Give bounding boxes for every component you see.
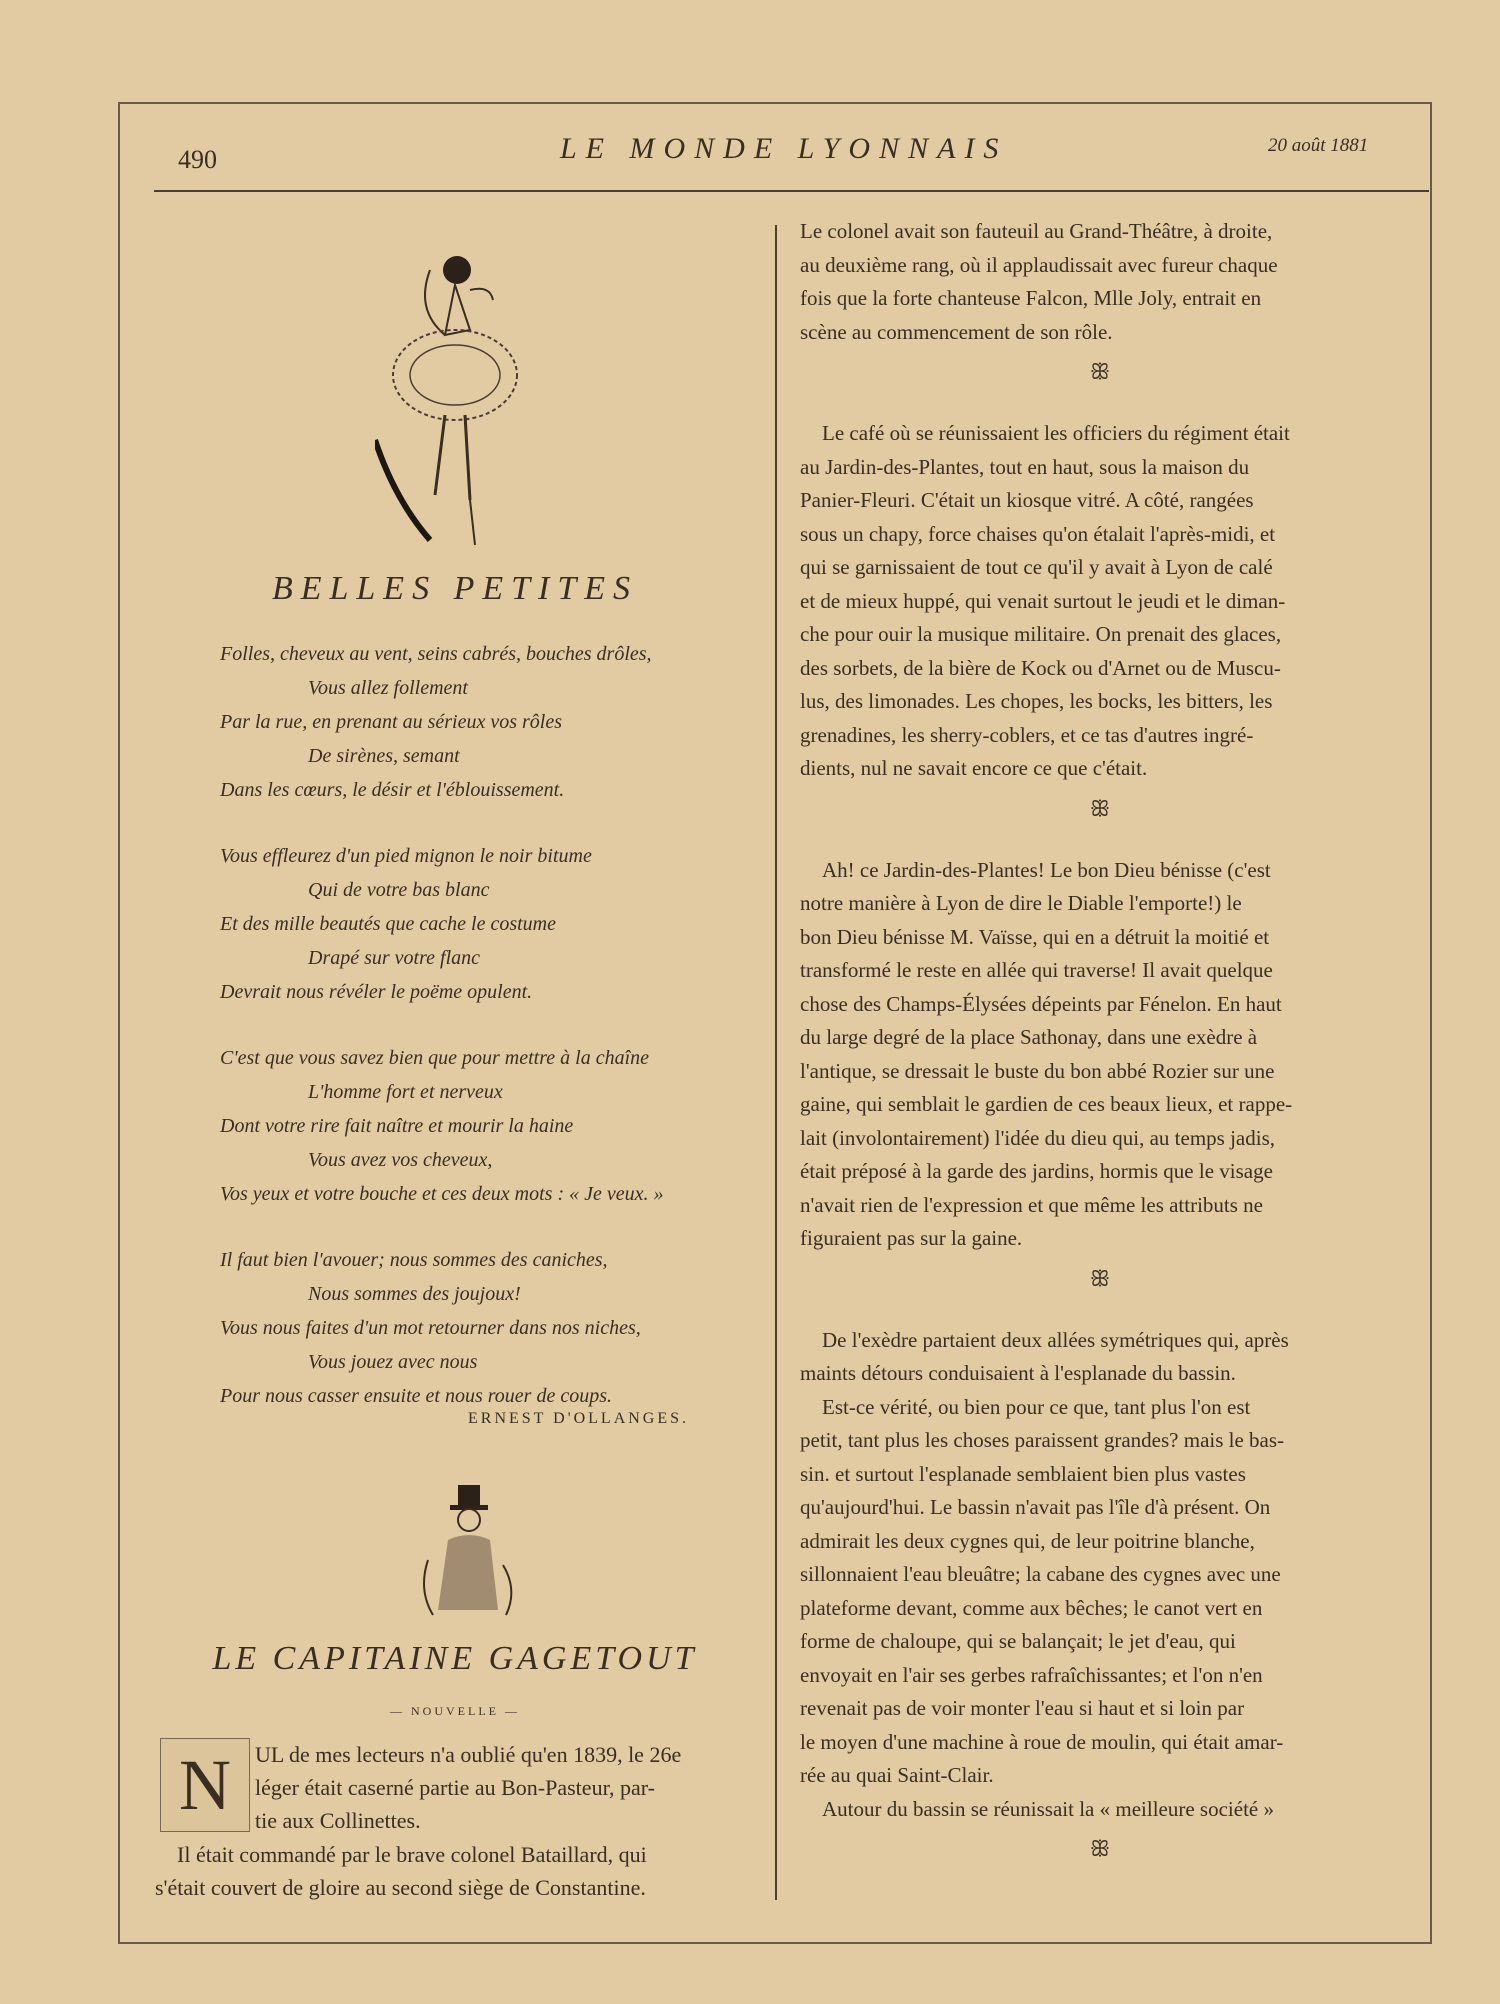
page-number: 490	[178, 145, 217, 174]
text-line: Le café où se réunissaient les officiers du régiment était	[822, 421, 1290, 445]
text-line: petit, tant plus les choses paraissent grandes? mais le bas-	[800, 1428, 1285, 1452]
verse-line: Vous allez follement	[308, 677, 468, 699]
ornament-divider: ꕥ	[1089, 1265, 1111, 1291]
poem-stanza	[220, 1243, 780, 1413]
poem-stanza	[220, 637, 780, 807]
verse-line: Nous sommes des joujoux!	[308, 1283, 521, 1305]
right-column	[800, 215, 1400, 1872]
verse-line: Par la rue, en prenant au sérieux vos rôles	[220, 711, 562, 733]
poem-body	[220, 637, 780, 1445]
verse-line: Qui de votre bas blanc	[308, 879, 490, 901]
text-line: léger était caserné partie au Bon-Pasteur, par-	[255, 1775, 655, 1800]
text-line: l'antique, se dressait le buste du bon abbé Rozier sur une	[800, 1058, 1275, 1083]
issue-date: 20 août 1881	[1268, 135, 1369, 156]
poem-title: BELLES PETITES	[271, 570, 639, 607]
text-line: était préposé à la garde des jardins, hormis que le visage	[800, 1159, 1273, 1183]
verse-line: C'est que vous savez bien que pour mettre à la chaîne	[220, 1047, 650, 1069]
text-line: lus, des limonades. Les chopes, les bocks, les bitters, les	[800, 689, 1273, 713]
text-line: au Jardin-des-Plantes, tout en haut, sous la maison du	[800, 454, 1250, 479]
text-line: forme de chaloupe, qui se balançait; le jet d'eau, qui	[800, 1629, 1236, 1653]
poem-stanza	[220, 1041, 780, 1211]
text-line: Ah! ce Jardin-des-Plantes! Le bon Dieu bénisse (c'est	[822, 857, 1271, 882]
verse-line: Vous jouez avec nous	[308, 1351, 478, 1373]
journal-title: LE MONDE LYONNAIS	[560, 132, 1008, 165]
text-line: qui se garnissaient de tout ce qu'il y avait à Lyon de calé	[800, 555, 1273, 579]
verse-line: L'homme fort et nerveux	[308, 1081, 503, 1103]
text-line: n'avait rien de l'expression et que même les attributs ne	[800, 1192, 1264, 1217]
text-line: De l'exèdre partaient deux allées symétriques qui, après	[822, 1327, 1289, 1352]
text-line: notre manière à Lyon de dire le Diable l'emporte!) le	[800, 891, 1242, 915]
dancer-illustration	[375, 240, 530, 560]
dropcap-letter: N	[160, 1738, 250, 1832]
verse-line: Et des mille beautés que cache le costume	[220, 913, 556, 935]
text-line: dients, nul ne savait encore ce que c'était.	[800, 756, 1148, 780]
text-line: bon Dieu bénisse M. Vaïsse, qui en a détruit la moitié et	[800, 924, 1270, 949]
text-line: figuraient pas sur la gaine.	[800, 1226, 1023, 1250]
story-subtitle: — NOUVELLE —	[390, 1704, 520, 1718]
verse-line: Il faut bien l'avouer; nous sommes des caniches,	[220, 1249, 608, 1271]
text-line: Panier-Fleuri. C'était un kiosque vitré. A côté, rangées	[800, 488, 1254, 512]
gentleman-illustration	[408, 1480, 528, 1620]
text-line: des sorbets, de la bière de Kock ou d'Arnet ou de Muscu-	[800, 655, 1281, 680]
ornament-divider: ꕥ	[1089, 795, 1111, 821]
text-line: Il était commandé par le brave colonel Bataillard, qui	[177, 1842, 647, 1867]
verse-line: Dont votre rire fait naître et mourir la haine	[220, 1115, 574, 1137]
paragraph	[800, 854, 1400, 1256]
text-line: et de mieux huppé, qui venait surtout le jeudi et le diman-	[800, 588, 1286, 613]
text-line: revenait pas de voir monter l'eau si haut et si loin par	[800, 1696, 1245, 1720]
story-paragraph	[155, 1838, 760, 1904]
text-line: Le colonel avait son fauteuil au Grand-Théâtre, à droite,	[800, 219, 1273, 243]
text-line: tie aux Collinettes.	[255, 1808, 421, 1833]
poem-stanza	[220, 839, 780, 1009]
paragraph	[800, 1324, 1400, 1827]
text-line: Est-ce vérité, ou bien pour ce que, tant plus l'on est	[822, 1394, 1251, 1419]
text-line: le moyen d'une machine à roue de moulin, qui était amar-	[800, 1729, 1284, 1754]
verse-line: Dans les cœurs, le désir et l'éblouissement.	[220, 779, 565, 801]
text-line: grenadines, les sherry-coblers, et ce tas d'autres ingré-	[800, 722, 1254, 747]
poem-signature: ERNEST D'OLLANGES.	[468, 1410, 690, 1427]
text-line: rée au quai Saint-Clair.	[800, 1763, 994, 1787]
verse-line: Folles, cheveux au vent, seins cabrés, bouches drôles,	[220, 643, 652, 665]
text-line: Autour du bassin se réunissait la « meilleure société »	[822, 1796, 1274, 1821]
text-line: qu'aujourd'hui. Le bassin n'avait pas l'île d'à présent. On	[800, 1495, 1271, 1519]
text-line: gaine, qui semblait le gardien de ces beaux lieux, et rappe-	[800, 1092, 1293, 1116]
verse-line: Vous effleurez d'un pied mignon le noir bitume	[220, 845, 592, 867]
text-line: du large degré de la place Sathonay, dans une exèdre à	[800, 1025, 1258, 1049]
text-line: sin. et surtout l'esplanade semblaient bien plus vastes	[800, 1461, 1246, 1486]
ornament-divider: ꕥ	[1089, 1836, 1111, 1861]
text-line: envoyait en l'air ses gerbes rafraîchissantes; et l'on n'en	[800, 1662, 1263, 1687]
verse-line: Drapé sur votre flanc	[308, 947, 481, 969]
text-line: plateforme devant, comme aux bêches; le canot vert en	[800, 1595, 1263, 1620]
verse-line: Devrait nous révéler le poëme opulent.	[220, 981, 533, 1003]
paragraph	[800, 417, 1400, 786]
text-line: chose des Champs-Élysées dépeints par Fénelon. En haut	[800, 991, 1282, 1016]
verse-line: De sirènes, semant	[308, 745, 460, 767]
verse-line: Vos yeux et votre bouche et ces deux mots : « Je veux. »	[220, 1183, 664, 1205]
text-line: lait (involontairement) l'idée du dieu qui, au temps jadis,	[800, 1125, 1276, 1150]
verse-line: Vous nous faites d'un mot retourner dans nos niches,	[220, 1317, 641, 1339]
text-line: s'était couvert de gloire au second siège de Constantine.	[155, 1875, 646, 1900]
text-line: fois que la forte chanteuse Falcon, Mlle Joly, entrait en	[800, 286, 1262, 310]
story-opening	[255, 1738, 760, 1837]
text-line: transformé le reste en allée qui traverse! Il avait quelque	[800, 958, 1273, 982]
text-line: scène au commencement de son rôle.	[800, 319, 1113, 344]
text-line: au deuxième rang, où il applaudissait avec fureur chaque	[800, 252, 1278, 277]
ornament-divider: ꕥ	[1089, 359, 1111, 384]
header-rule	[154, 190, 1429, 192]
text-line: UL de mes lecteurs n'a oublié qu'en 1839, le 26e	[255, 1742, 682, 1767]
text-line: maints détours conduisaient à l'esplanade du bassin.	[800, 1361, 1236, 1385]
text-line: che pour ouir la musique militaire. On prenait des glaces,	[800, 622, 1282, 646]
story-title: LE CAPITAINE GAGETOUT	[212, 1640, 698, 1677]
text-line: sillonnaient l'eau bleuâtre; la cabane des cygnes avec une	[800, 1562, 1281, 1586]
text-line: sous un chapy, force chaises qu'on étalait l'après-midi, et	[800, 521, 1276, 546]
verse-line: Vous avez vos cheveux,	[308, 1149, 493, 1171]
verse-line: Pour nous casser ensuite et nous rouer de coups.	[220, 1385, 612, 1407]
paragraph	[800, 215, 1400, 349]
text-line: admirait les deux cygnes qui, de leur poitrine blanche,	[800, 1528, 1255, 1553]
